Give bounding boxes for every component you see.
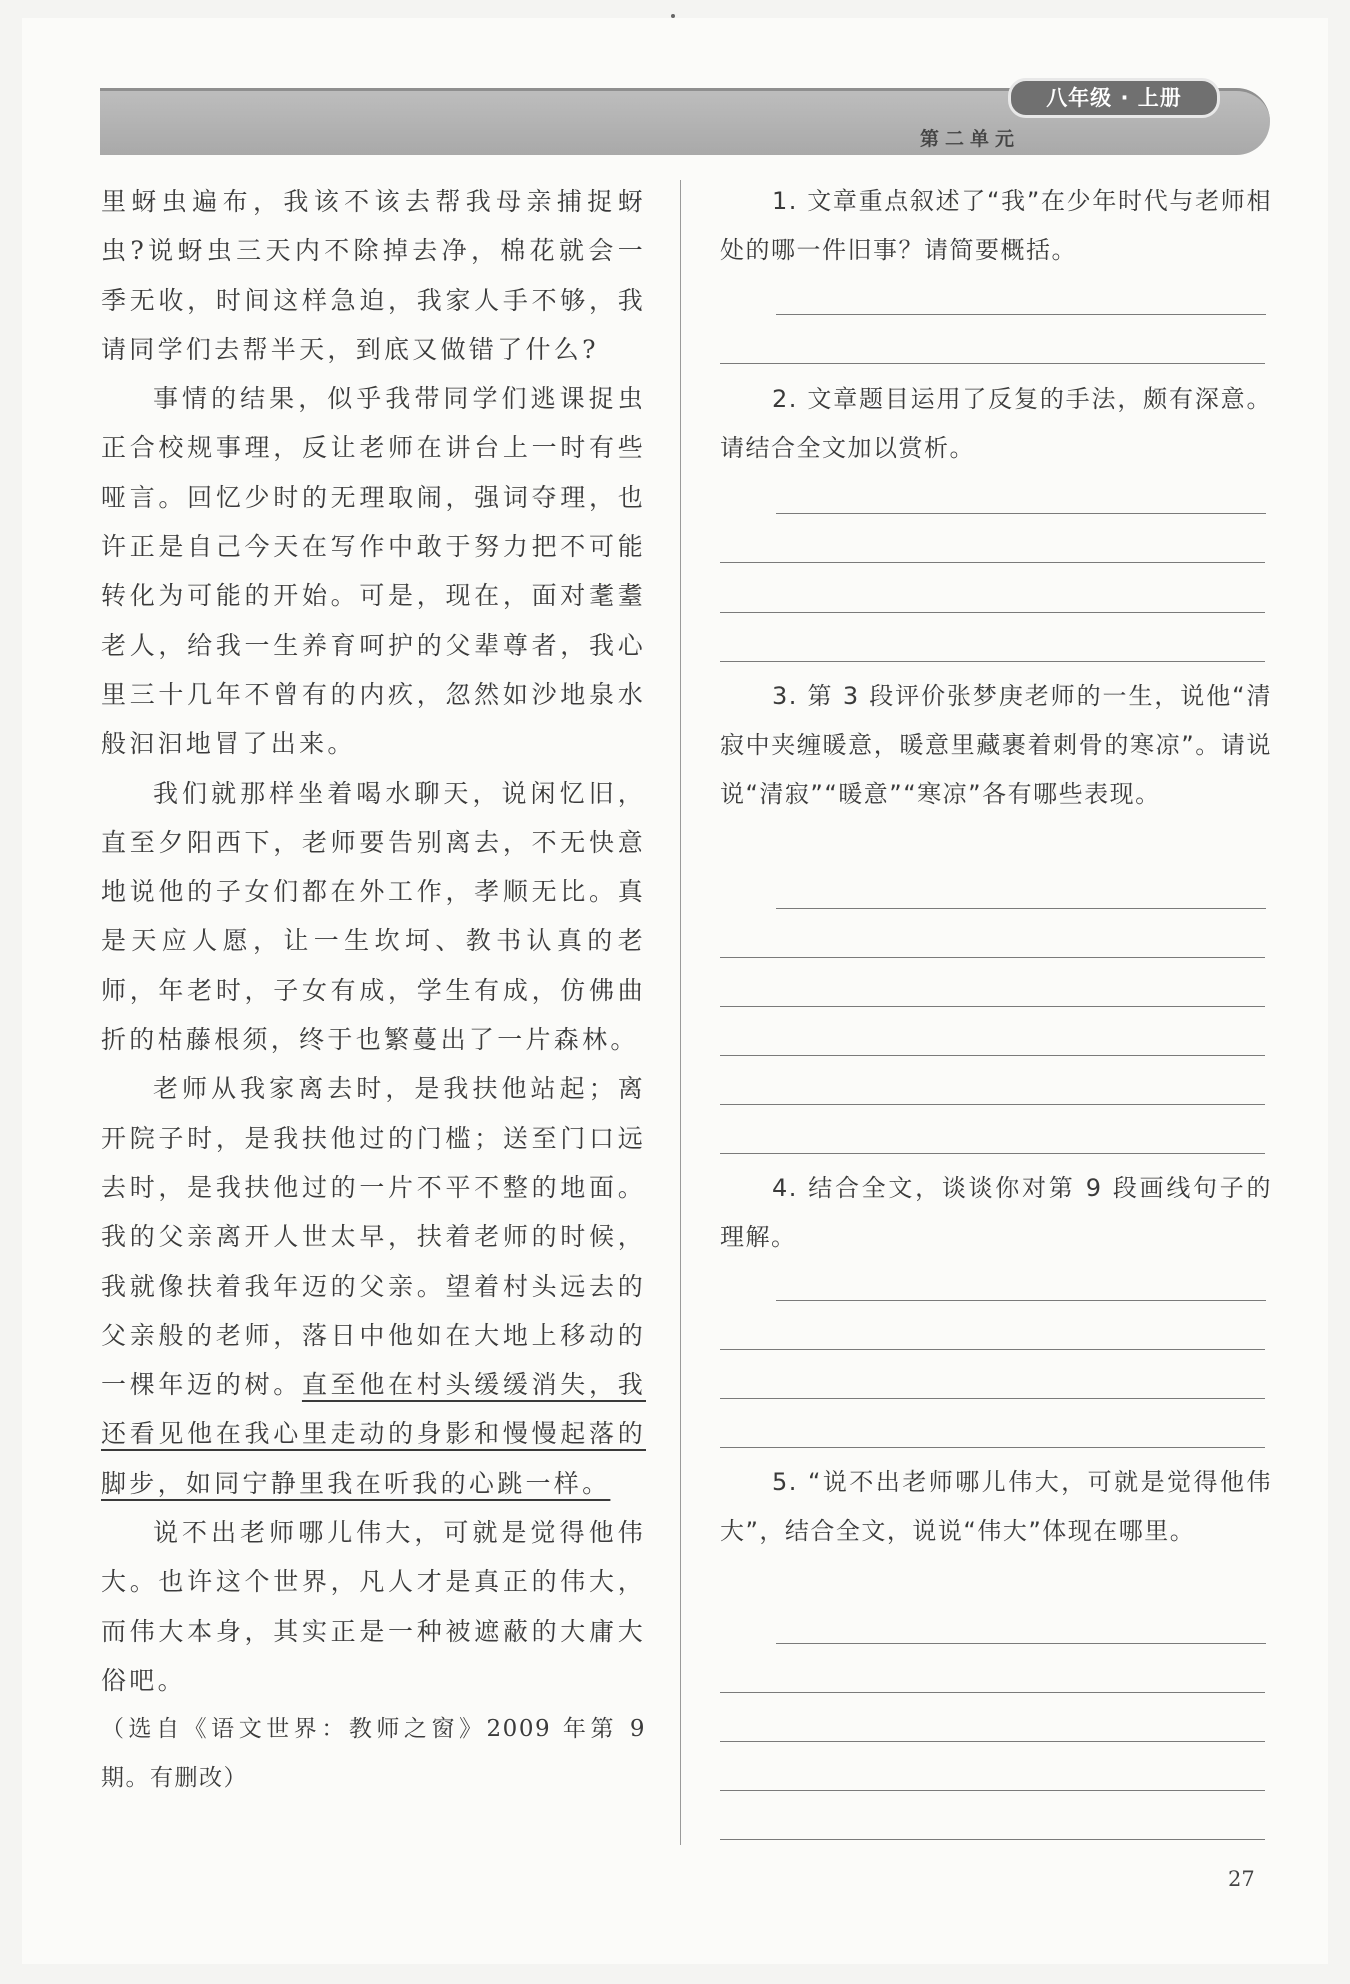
passage-paragraph-3: 我们就那样坐着喝水聊天，说闲忆旧，直至夕阳西下，老师要告别离去，不无快意地说他的子女们都在外工作，孝顺无比。真是天应人愿，让一生坎坷、教书认真的老师，年老时，子女有成，学生有成，仿佛曲折的枯藤根须，终于也繁蔓出了一片森林。 [101,778,646,1055]
passage [101,177,646,1705]
answer-line[interactable] [720,1790,1265,1791]
answer-line[interactable] [720,1839,1265,1840]
answer-line[interactable] [720,1349,1265,1350]
question-2: 2. 文章题目运用了反复的手法，颇有深意。请结合全文加以赏析。 [720,385,1272,462]
question-5: 5. “说不出老师哪儿伟大，可就是觉得他伟大”，结合全文，说说“伟大”体现在哪里。 [720,1468,1272,1545]
scan-dot [671,14,675,18]
underlined-sentence: 直至他在村头缓缓消失，我还看见他在我心里走动的身影和慢慢起落的脚步，如同宁静里我在听我的心跳一样。 [101,1370,646,1498]
answer-line[interactable] [720,1153,1265,1154]
passage-paragraph-1: 里蚜虫遍布，我该不该去帮我母亲捕捉蚜虫?说蚜虫三天内不除掉去净，棉花就会一季无收，时间这样急迫，我家人手不够，我请同学们去帮半天，到底又做错了什么? [101,187,646,364]
answer-line[interactable] [720,661,1265,662]
question-3: 3. 第 3 段评价张梦庚老师的一生，说他“清寂中夹缠暖意，暖意里藏裹着刺骨的寒凉”。请说说“清寂”“暖意”“寒凉”各有哪些表现。 [720,682,1272,808]
answer-line[interactable] [720,612,1265,613]
column-divider [680,180,681,1845]
passage-source: （选自《语文世界：教师之窗》2009 年第 9 期。有删改） [101,1716,646,1791]
answer-line[interactable] [776,1300,1266,1301]
answer-line[interactable] [720,363,1265,364]
answer-line[interactable] [720,1741,1265,1742]
answer-line[interactable] [720,957,1265,958]
passage-paragraph-2: 事情的结果，似乎我带同学们逃课捉虫正合校规事理，反让老师在讲台上一时有些哑言。回忆少时的无理取闹，强词夺理，也许正是自己今天在写作中敢于努力把不可能转化为可能的开始。可是，现在，面对耄耋老人，给我一生养育呵护的父辈尊者，我心里三十几年不曾有的内疚，忽然如沙地泉水般汩汩地冒了出来。 [101,384,646,759]
answer-line[interactable] [776,908,1266,909]
unit-title: 第二单元 [919,128,1020,150]
passage-paragraph-4 [101,1064,646,1508]
passage-paragraph-4-text: 老师从我家离去时，是我扶他站起；离开院子时，是我扶他过的门槛；送至门口远去时，是我扶他过的一片不平不整的地面。我的父亲离开人世太早，扶着老师的时候，我就像扶着我年迈的父亲。望着村头远去的父亲般的老师，落日中他如在大地上移动的一棵年迈的树。 [101,1074,646,1400]
answer-line[interactable] [720,1398,1265,1399]
passage-paragraph-5: 说不出老师哪儿伟大，可就是觉得他伟大。也许这个世界，凡人才是真正的伟大，而伟大本身，其实正是一种被遮蔽的大庸大俗吧。 [101,1518,646,1695]
answer-line[interactable] [776,314,1266,315]
answer-line[interactable] [720,1692,1265,1693]
answer-line[interactable] [720,1006,1265,1007]
question-1: 1. 文章重点叙述了“我”在少年时代与老师相处的哪一件旧事？请简要概括。 [720,187,1272,264]
answer-line[interactable] [720,1447,1265,1448]
answer-line[interactable] [776,513,1266,514]
answer-line[interactable] [720,562,1265,563]
question-4: 4. 结合全文，谈谈你对第 9 段画线句子的理解。 [720,1174,1272,1251]
page-number: 27 [1228,1867,1255,1891]
grade-badge: 八年级 · 上册 [1008,78,1220,118]
answer-line[interactable] [720,1055,1265,1056]
answer-line[interactable] [720,1104,1265,1105]
answer-line[interactable] [776,1643,1266,1644]
